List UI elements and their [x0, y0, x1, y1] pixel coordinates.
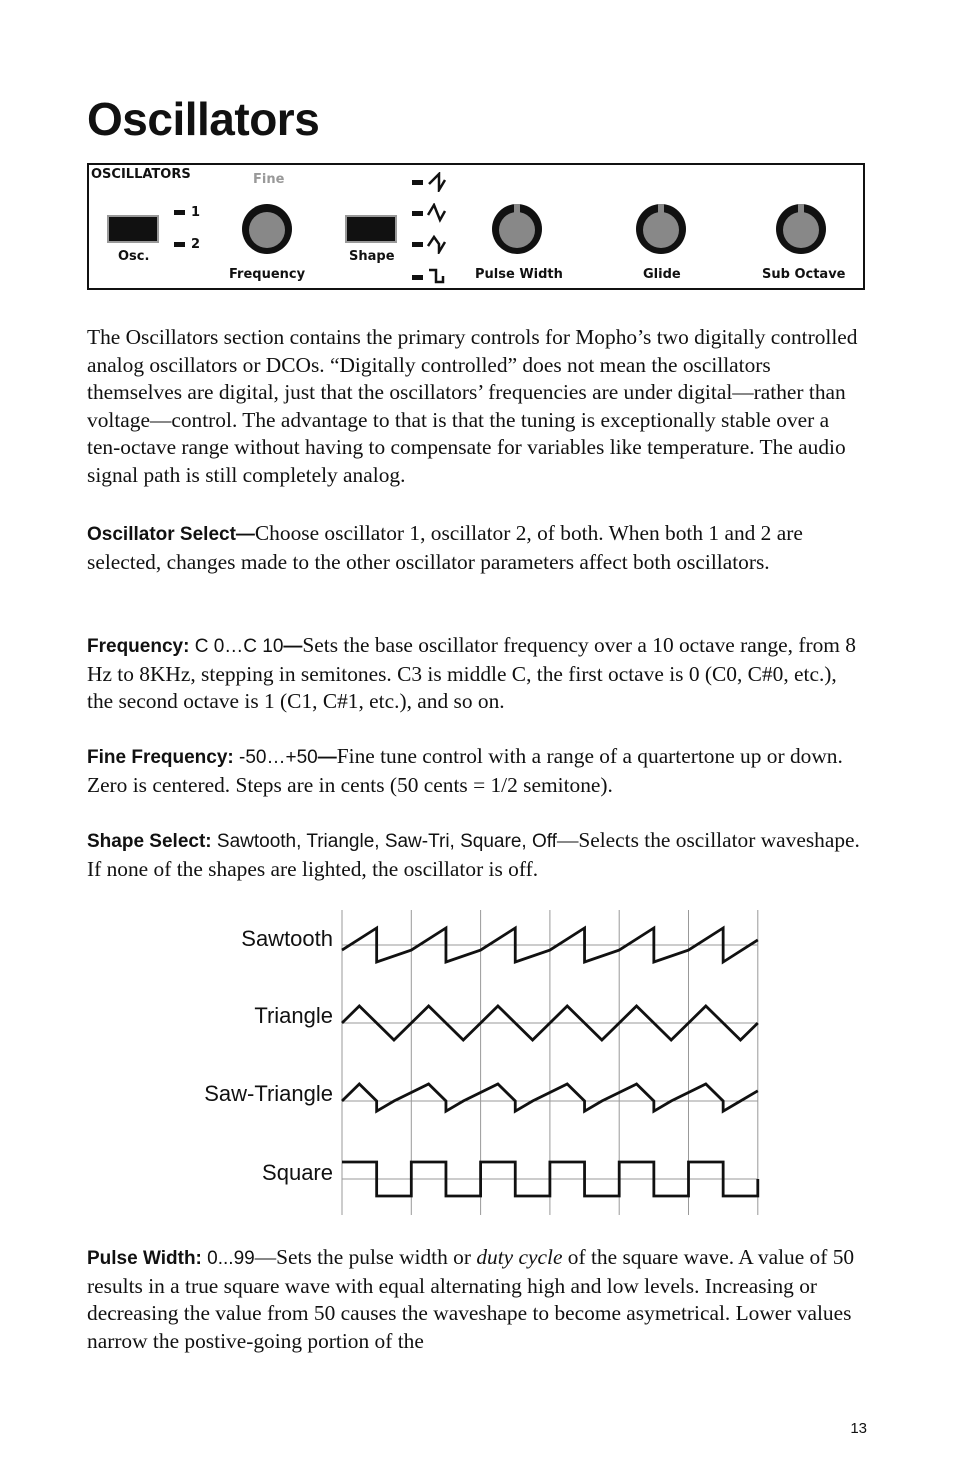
- frequency-knob[interactable]: [241, 203, 293, 255]
- pulse-width-knob[interactable]: [491, 203, 543, 255]
- saw-tri-icon: [427, 234, 447, 254]
- sub-octave-knob[interactable]: [775, 203, 827, 255]
- square-led: [412, 275, 423, 280]
- oscillator-select-paragraph: [87, 520, 867, 576]
- waveform-diagram: [180, 905, 780, 1223]
- param-label: Fine Frequency:: [87, 747, 240, 768]
- oscillators-panel: [87, 163, 865, 290]
- waveform-label-sawtooth: Sawtooth: [241, 926, 333, 951]
- frequency-paragraph: [87, 632, 867, 716]
- waveform-label-saw-triangle: Saw-Triangle: [204, 1081, 333, 1106]
- panel-heading: OSCILLATORS: [91, 167, 191, 182]
- param-description: Selects the oscillator waveshape. If none of the shapes are lighted, the oscillator is off.: [87, 828, 860, 881]
- osc-label: Osc.: [118, 249, 150, 264]
- osc-1-label: 1: [191, 205, 201, 220]
- param-label: Pulse Width:: [87, 1248, 208, 1269]
- param-range: C 0…C 10: [194, 636, 284, 657]
- sawtooth-icon: [427, 172, 447, 192]
- duty-cycle-term: duty cycle: [476, 1245, 563, 1269]
- param-separator: —: [556, 828, 579, 852]
- param-range: Sawtooth, Triangle, Saw-Tri, Square, Off: [216, 831, 557, 852]
- param-range: 0...99: [207, 1248, 255, 1269]
- param-label: Shape Select:: [87, 831, 217, 852]
- param-description: Sets the pulse width or: [276, 1245, 477, 1269]
- osc-2-label: 2: [191, 237, 201, 252]
- fine-frequency-paragraph: [87, 743, 867, 799]
- param-separator: —: [283, 636, 303, 657]
- glide-knob[interactable]: [635, 203, 687, 255]
- triangle-icon: [427, 203, 447, 223]
- glide-label: Glide: [643, 267, 681, 282]
- waveform-label-square: Square: [262, 1160, 333, 1185]
- waveform-label-triangle: Triangle: [254, 1003, 333, 1028]
- param-description: Fine tune control with a range of a quartertone up or down. Zero is centered. Steps are in cents (50 cents = 1/2 semitone).: [87, 744, 843, 797]
- param-separator: —: [235, 524, 255, 545]
- page-title: Oscillators: [87, 93, 320, 145]
- intro-paragraph: The Oscillators section contains the primary controls for Mopho’s two digitally controlled analog oscillators or DCOs. “Digitally controlled” does not mean the oscillators themselves are digital, just that the oscillators’ frequencies are under digital—rather than voltage—control. The advantage to that is that the tuning is exceptionally stable over a ten-octave range without having to compensate for variables like temperature. The audio signal path is still completely analog.: [87, 325, 858, 487]
- saw-tri-led: [412, 242, 423, 247]
- param-separator: —: [254, 1245, 277, 1269]
- param-label: Frequency:: [87, 636, 195, 657]
- param-description: of the square wave. A value of 50 results in a true square wave with equal alternating high and low levels. Increasing or decreasing the value from 50 causes the waveshape to become asymetrical. Lower values narrow the postive-going portion of the: [87, 1245, 855, 1353]
- osc-2-led: [174, 242, 185, 247]
- sawtooth-led: [412, 180, 423, 185]
- pulse-width-paragraph: [87, 1244, 867, 1355]
- param-separator: —: [317, 747, 337, 768]
- sub-octave-label: Sub Octave: [762, 267, 846, 282]
- osc-1-led: [174, 210, 185, 215]
- triangle-led: [412, 211, 423, 216]
- param-range: -50…+50: [239, 747, 318, 768]
- frequency-label: Frequency: [229, 267, 306, 282]
- shape-select-paragraph: [87, 827, 867, 883]
- page-number: 13: [850, 1420, 867, 1437]
- fine-label: Fine: [253, 172, 285, 187]
- osc-select-button[interactable]: [107, 215, 159, 243]
- param-description: Choose oscillator 1, oscillator 2, of both. When both 1 and 2 are selected, changes made to the other oscillator parameters affect both oscillators.: [87, 521, 803, 574]
- shape-label: Shape: [349, 249, 395, 264]
- param-description: Sets the base oscillator frequency over a 10 octave range, from 8 Hz to 8KHz, stepping in semitones. C3 is middle C, the first octave is 0 (C0, C#0, etc.), the second octave is 1 (C1, C#1, etc.), and so on.: [87, 633, 856, 714]
- square-wave-icon: [427, 266, 447, 286]
- pulse-width-label: Pulse Width: [475, 267, 563, 282]
- shape-select-button[interactable]: [345, 215, 397, 243]
- param-label: Oscillator Select: [87, 524, 236, 545]
